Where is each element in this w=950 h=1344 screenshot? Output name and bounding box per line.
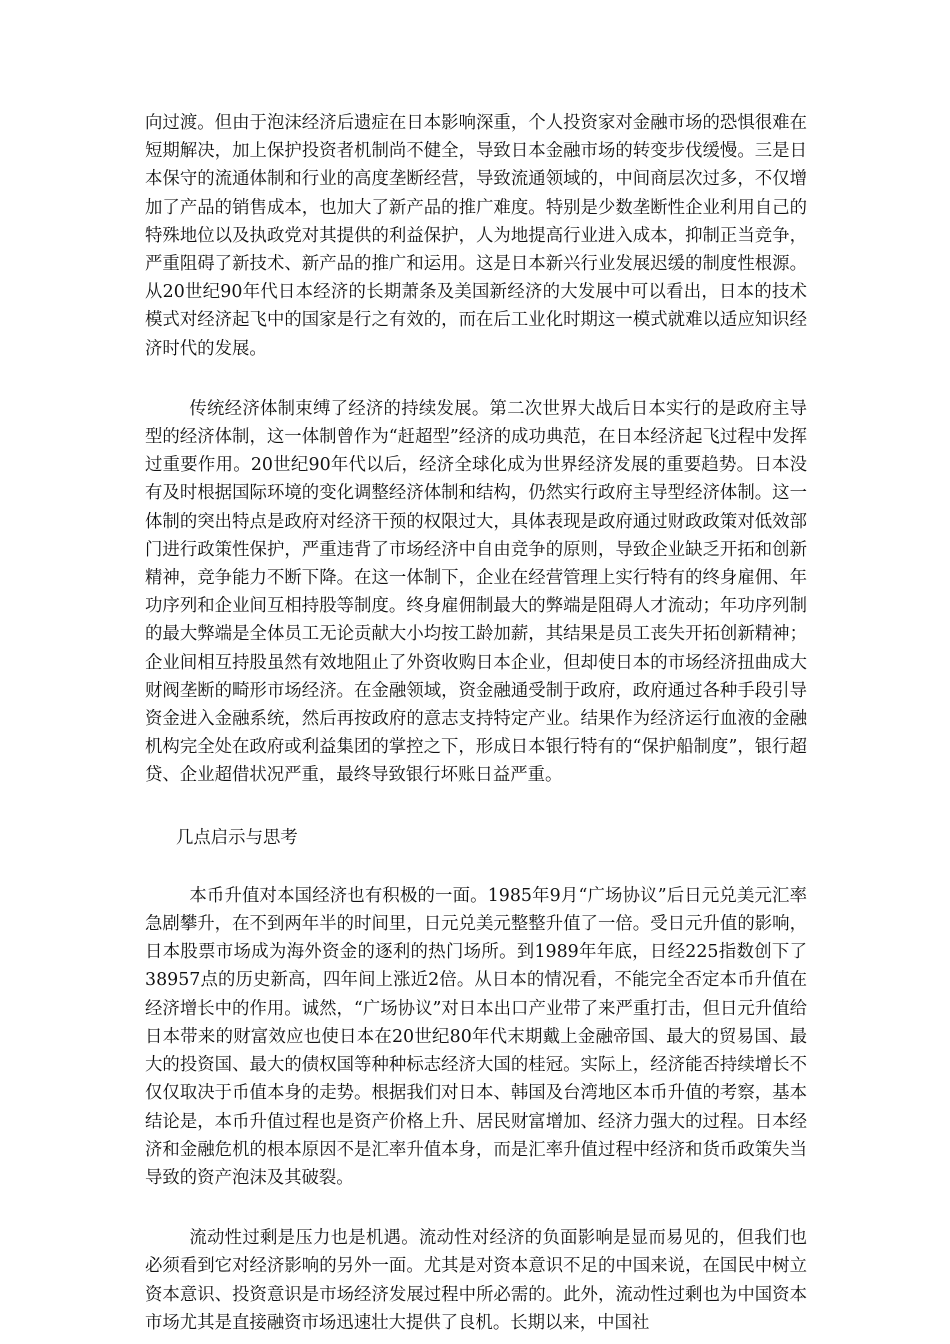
section-paragraph: 流动性过剩是压力也是机遇。流动性对经济的负面影响是显而易见的，但我们也必须看到它对经济影响的另外一面。尤其是对资本意识不足的中国来说，在国民中树立资本意识、投资意识是市场经济发展过程中所必需的。此外，流动性过剩也为中国资本市场尤其是直接融资市场迅速壮大提供了良机。长期以来，中国社 bbox=[145, 1228, 807, 1333]
body-paragraph: 传统经济体制束缚了经济的持续发展。第二次世界大战后日本实行的是政府主导型的经济体制，这一体制曾作为“赶超型”经济的成功典范，在日本经济起飞过程中发挥过重要作用。20世纪90年代以后，经济全球化成为世界经济发展的重要趋势。日本没有及时根据国际环境的变化调整经济体制和结构，仍然实行政府主导型经济体制。这一体制的突出特点是政府对经济干预的权限过大，具体表现是政府通过财政政策对低效部门进行政策性保护，严重违背了市场经济中自由竞争的原则，导致企业缺乏开拓和创新精神，竞争能力不断下降。在这一体制下，企业在经营管理上实行特有的终身雇佣、年功序列和企业间互相持股等制度。终身雇佣制最大的弊端是阻碍人才流动；年功序列制的最大弊端是全体员工无论贡献大小均按工龄加薪，其结果是员工丧失开拓创新精神；企业间相互持股虽然有效地阻止了外资收购日本企业，但却使日本的市场经济扭曲成大财阀垄断的畸形市场经济。在金融领域，资金融通受制于政府，政府通过各种手段引导资金进入金融系统，然后再按政府的意志支持特定产业。结果作为经济运行血液的金融机构完全处在政府或利益集团的掌控之下，形成日本银行特有的“保护船制度”，银行超贷、企业超借状况严重，最终导致银行坏账日益严重。 bbox=[145, 398, 807, 786]
body-paragraph-continued: 向过渡。但由于泡沫经济后遗症在日本影响深重，个人投资家对金融市场的恐惧很难在短期解决，加上保护投资者机制尚不健全，导致日本金融市场的转变步伐缓慢。三是日本保守的流通体制和行业的高度垄断经营，导致流通领域的，中间商层次过多，不仅增加了产品的销售成本，也加大了新产品的推广难度。特别是少数垄断性企业利用自己的特殊地位以及执政党对其提供的利益保护，人为地提高行业进入成本，抑制正当竞争，严重阻碍了新技术、新产品的推广和运用。这是日本新兴行业发展迟缓的制度性根源。从20世纪90年代日本经济的长期萧条及美国新经济的大发展中可以看出，日本的技术模式对经济起飞中的国家是行之有效的，而在后工业化时期这一模式就难以适应知识经济时代的发展。 bbox=[145, 113, 807, 359]
section-heading: 几点启示与思考 bbox=[176, 827, 298, 848]
document-page bbox=[145, 109, 807, 1337]
section-paragraph: 本币升值对本国经济也有积极的一面。1985年9月“广场协议”后日元兑美元汇率急剧攀升，在不到两年半的时间里，日元兑美元整整升值了一倍。受日元升值的影响，日本股票市场成为海外资金的逐利的热门场所。到1989年年底，日经225指数创下了38957点的历史新高，四年间上涨近2倍。从日本的情况看，不能完全否定本币升值在经济增长中的作用。诚然，“广场协议”对日本出口产业带了来严重打击，但日元升值给日本带来的财富效应也使日本在20世纪80年代末期戴上金融帝国、最大的贸易国、最大的投资国、最大的债权国等种种标志经济大国的桂冠。实际上，经济能否持续增长不仅仅取决于币值本身的走势。根据我们对日本、韩国及台湾地区本币升值的考察，基本结论是，本币升值过程也是资产价格上升、居民财富增加、经济力强大的过程。日本经济和金融危机的根本原因不是汇率升值本身，而是汇率升值过程中经济和货币政策失当导致的资产泡沫及其破裂。 bbox=[145, 885, 807, 1188]
